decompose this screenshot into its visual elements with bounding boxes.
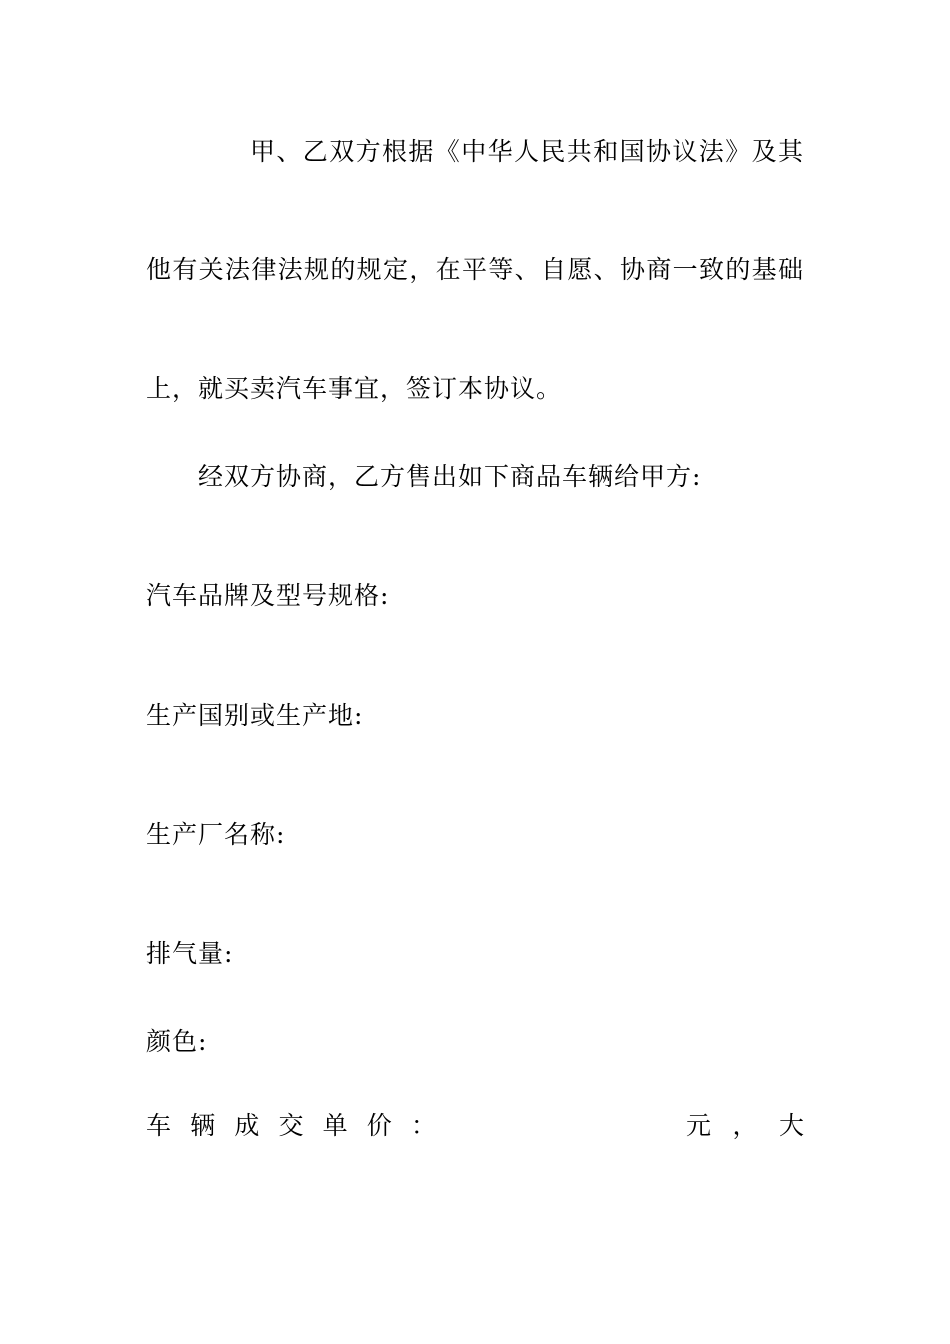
price-label-char: 车 xyxy=(146,1111,172,1140)
price-uppercase-start: 大 xyxy=(778,1111,804,1140)
price-label-char: 价 xyxy=(366,1111,392,1140)
preamble-line-2: 他有关法律法规的规定，在平等、自愿、协商一致的基础 xyxy=(146,255,804,284)
price-unit-yuan: 元 xyxy=(686,1111,712,1140)
field-origin: 生产国别或生产地: xyxy=(146,701,364,730)
field-manufacturer: 生产厂名称: xyxy=(146,820,286,849)
price-comma: ， xyxy=(732,1111,758,1140)
price-label-char: ： xyxy=(410,1111,436,1140)
field-displacement: 排气量: xyxy=(146,939,234,968)
preamble-line-3: 上，就买卖汽车事宜，签订本协议。 xyxy=(146,374,563,403)
field-color: 颜色: xyxy=(146,1027,208,1056)
field-brand-model: 汽车品牌及型号规格: xyxy=(146,581,390,610)
price-label-char: 交 xyxy=(278,1111,304,1140)
price-label-char: 辆 xyxy=(190,1111,216,1140)
preamble-line-1: 甲、乙双方根据《中华人民共和国协议法》及其 xyxy=(250,137,804,166)
intro-paragraph: 经双方协商，乙方售出如下商品车辆给甲方: xyxy=(198,462,702,491)
price-label-char: 单 xyxy=(322,1111,348,1140)
price-label-char: 成 xyxy=(234,1111,260,1140)
unit-price-tail xyxy=(686,1110,804,1142)
field-unit-price xyxy=(146,1110,804,1142)
unit-price-label xyxy=(146,1110,436,1142)
